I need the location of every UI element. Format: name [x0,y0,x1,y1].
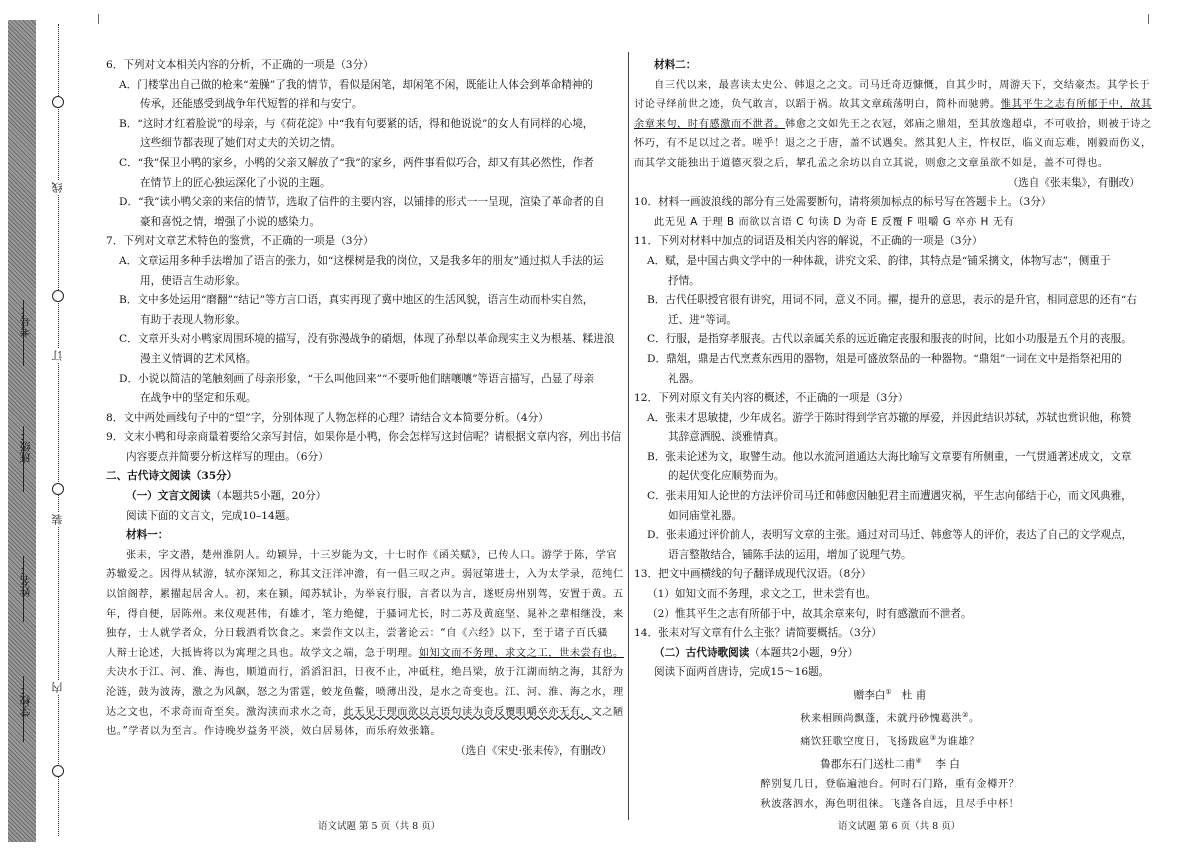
subsection-1-note: （本题共5小题，20分） [210,490,327,503]
margin-mark-zhuang: 装 [51,514,64,525]
classical-text-line: 年，得自便，居陈州。来仪观甚伟，有雄才，笔力绝健，于骚词尤长，时二苏及黄庭坚、晁补之辈相继没，来 [106,608,624,620]
question-7: 7．下列对文章艺术特色的鉴赏，不正确的一项是（3分） [106,235,374,248]
column-divider [628,52,629,820]
classical-text-line: 自三代以来，最喜读太史公、韩退之之文。司马迁奇迈慷慨，自其少时，周游天下，交结豪杰。其学长于 [654,79,1151,91]
page-footer-right: 语文试题 第 6 页（共 8 页） [838,821,961,832]
q7-option-c: C．文章开头对小鸭家周围环境的描写，没有弥漫战争的硝烟，体现了孙犁以革命现实主义为根基、糅进浪 [119,333,615,346]
q12-option-d: D．张耒通过评价前人，表明写文章的主张。通过对司马迁、韩愈等人的评价，表达了自己的文学观点， [647,529,1133,542]
q11-option-d-cont: 礼器。 [668,372,700,385]
question-9: 9．文末小鸭和母亲商量着要给父亲写封信，如果你是小鸭，你会怎样写这封信呢？请根据文章内容，列出书信 [106,431,622,444]
q12-option-d-cont: 语言整散结合，铺陈手法的运用，增加了说理气势。 [668,548,912,561]
wavy-underlined-passage: 此无见于理而欲以言语句读为奇反覆咀嚼卒亦无有， [343,706,592,718]
q6-option-b-cont: 这些细节都表现了她们对丈夫的关切之情。 [140,137,342,150]
margin-mark-ding: 订 [51,350,64,361]
q11-option-d: D．鼎俎，鼎是古代烹煮东西用的器物，俎是可盛放祭品的一种器物。“鼎俎”一词在文中是指祭祀用的 [647,352,1122,365]
question-12: 12．下列对原文有关内容的概述，不正确的一项是（3分） [634,392,909,405]
page-footer-left: 语文试题 第 5 页（共 8 页） [318,821,441,832]
q7-option-a: A．文章运用多种手法增加了语言的张力，如“这棵树是我的岗位，又是我多年的朋友”通过拟人手法的运 [119,254,604,267]
poem-2-line-1: 醉别复几日，登临遍池台。何时石门路，重有金樽开？ [760,779,1020,791]
q12-option-b: B．张耒论述为文，取譬生动。他以水流河道通达大海比喻写文章要有所侧重，一气贯通著述成文，文章 [647,450,1132,463]
subsection-2-note: （本题共2小题，9分） [749,646,859,659]
source-citation-1: （选自《宋史·张耒传》，有删改） [455,744,612,757]
poem-1-author: 杜 甫 [901,689,927,702]
footnote-mark: ② [962,711,969,720]
binding-hole-icon [52,290,64,302]
name-label: 姓名： [19,564,32,597]
q6-option-c: C．“我”保卫小鸭的家乡，小鸭的父亲又解放了“我”的家乡，两件事看似巧合，却又有其必然性，作者 [119,156,594,169]
question-11: 11．下列对材料中加点的词语及相关内容的解说，不正确的一项是（3分） [634,235,983,248]
binding-hole-icon [52,483,64,495]
q6-option-d: D．“我”读小鸭父亲的来信的情节，选取了信件的主要内容，以铺排的形式一一呈现，渲染了革命者的自 [119,196,605,209]
q7-option-a-cont: 用，使语言生动形象。 [140,274,246,287]
margin-mark-nei: 内 [51,682,64,693]
margin-mark-xian: 线 [51,182,64,193]
q13-part-2: （2）惟其平生之志有所郁于中，故其余章来句，时有感激而不泄者。 [647,607,972,620]
q6-option-c-cont: 在情节上的匠心独运深化了小说的主题。 [140,176,331,189]
classical-text-line: 沦涟，鼓为波涛，激之为风飙，怒之为雷霆，蛟龙鱼鳖，喷薄出没，是水之奇变也。江、河、淮、海之水，理 [106,687,624,698]
q6-option-d-cont: 豪和喜悦之情，增强了小说的感染力。 [140,215,321,228]
classical-text-line: 张耒，字文潜，楚州淮阴人。幼颖异，十三岁能为文，十七时作《函关赋》，已传人口。游学于陈，学官 [126,549,618,561]
subsection-1-label: （一）文言文阅读 [126,490,211,503]
question-13: 13．把文中画横线的句子翻译成现代汉语。（8分） [634,568,872,581]
q6-option-a-cont: 传承，还能感受到战争年代短暂的祥和与安宁。 [140,98,363,111]
q6-option-a: A．门楼掌出自己做的枪来“羞臊”了我的情节，看似是闲笔，却闲笔不闲，既能让人体会到革命精神的 [119,78,594,91]
classical-text-line: 独存，士人就学者众，分日载酒肴饮食之。来尝作文以主，尝著论云：“自《六经》以下，至于诸子百氏骚 [106,628,609,640]
question-6: 6．下列对文本相关内容的分析，不正确的一项是（3分） [106,59,374,71]
left-column [106,56,624,761]
question-14: 14．张耒对写文章有什么主张？请简要概括。（3分） [634,627,882,640]
classical-text-line: 韩愈之文如先王之衣冠，郊庙之鼎俎，至其放逸超卓，不可收拾，则被于诗之 [785,118,1152,130]
source-citation-2: （选自《张耒集》，有删改） [1007,176,1140,189]
q12-option-a: A．张耒才思敏捷，少年成名。游学于陈时得到学官苏辙的厚爱，并因此结识苏轼，苏轼也赏识他，称赞 [647,411,1132,424]
classical-text-line: 人辩士论述，大抵皆将以为寓理之具也。故学文之端，急于明理。 [106,647,419,659]
question-10: 10．材料一画波浪线的部分有三处需要断句，请将须加标点的标号写在答题卡上。（3分） [634,196,1052,209]
question-8: 8．文中两处画线句子中的“望”字，分别体现了人物怎样的心理？请结合文本简要分析。（4分） [106,411,549,424]
classical-text-line: 苏辙爱之。因得从轼游，轼亦深知之，称其文汪洋冲澹，有一倡三叹之声。弱冠第进士，入为太学录，范纯仁 [106,569,624,581]
q7-option-d: D．小说以简洁的笔触刻画了母亲形象，“干么叫他回来”“不要听他们瞎嚷嚷”等语言描写，凸显了母亲 [119,372,595,385]
q12-option-c: C．张耒用知人论世的方法评价司马迁和韩愈因触犯君主而遭遇灾祸，平生志向郁结于心，而文风典雅， [647,490,1132,503]
q11-option-a-cont: 抒情。 [668,274,700,287]
poem-2-title: 鲁郡东石门送杜二甫 [820,758,916,771]
poem-2-line-2: 秋波落泗水，海色明徂徕。飞蓬各自远，且尽手中杯！ [760,798,1020,810]
poem-1-line-2: 痛饮狂歌空度日，飞扬跋扈 [800,736,930,748]
q12-option-b-cont: 的起伏变化应顺势而为。 [668,470,785,483]
question-9-cont: 内容要点并简要分析这样写的理由。（6分） [126,450,329,463]
section-2-heading: 二、古代诗文阅读（35分） [106,470,238,483]
poem-1-line-1: 秋来相顾尚飘蓬，未就丹砂愧葛洪 [800,713,963,725]
underlined-sentence-2-cont: 余章来句，时有感激而不泄者。 [634,118,786,130]
underlined-sentence-1: 如知文而不务理，求文之工，世未尝有也。 [418,647,624,659]
material-2-label: 材料二： [654,59,697,71]
q11-option-b: B．古代任职授官很有讲究，用词不同，意义不同。擢，提升的意思，表示的是升官，相同意思的还有“右 [647,294,1137,307]
class-label: 班级： [19,430,32,463]
poem-2-author: 李 白 [935,758,960,771]
classical-text-line: 文之陋 [591,706,624,718]
q7-option-b: B．文中多处运用“磨翻”“结记”等方言口语，真实再现了冀中地区的生活风貌，语言生动而朴实自然， [119,294,594,307]
q12-option-c-cont: 如同庙堂礼器。 [668,509,743,522]
q11-option-c: C．行服，是指穿孝服丧。古代以亲属关系的远近确定丧服和服丧的时间，比如小功服是五个月的丧服。 [647,333,1132,346]
binding-hole-icon [52,96,64,108]
classical-text-line: 也。”学者以为至言。作诗晚岁益务平淡，效白居易体，而乐府效张籍。 [106,726,442,738]
q12-option-a-cont: 其辞意洒脱、淡雅情真。 [668,431,785,444]
classical-text-line: 以馆阁荐，累擢起居舍人。初，来在颍，闻苏轼讣，为举哀行服，言者以为言，遂贬房州别驾，安置于黄。五 [106,589,624,601]
right-column: 材料二： 自三代以来，最喜读太史公、韩退之之文。司马迁奇迈慷慨，自其少时，周游天下，交结豪杰。其学长于 讨论寻绎前世之迹，负气敢言，以蹈于祸。故其文章疏荡明白，简朴而驰骋。惟其平生之志有所郁于中，故其 余章来句，时有感激而不泄者。韩愈之文如先王之衣冠，郊庙之鼎俎，至其放逸超卓，不可收拾，则被于诗之 怀巧，有不足以过之者。嗟乎！退之之于唐，盖不试遇矣。然其犯人主，忤权臣，临义而忘难，刚毅而伤义， 而其学文能独出于道德灭裂之后，挈孔孟之余坊以自立其说，则愈之文章虽欲不如是，盖不可得也。 （选自《张耒集》，有删改） 10．材料一画波浪线的部分有三处需要断句，请将须加标点的标号写在答题卡上。（3分） 此无见 A 于理 B 而欲以言语 C 句读 D 为奇 E 反覆 F 咀嚼 G 卒亦 H 无有 11．下列对材料中加点的词语及相关内容的解说，不正确的一项是（3分） A．赋，是中国古典文学中的一种体裁，讲究文采、韵律，其特点是“铺采摛文，体物写志”，侧重于 抒情。 B．古代任职授官很有讲究，用词不同，意义不同。擢，提升的意思，表示的是升官，相同意思的还有“右 迁、进”等词。 C．行服，是指穿孝服丧。古代以亲属关系的远近确定丧服和服丧的时间，比如小功服是五个月的丧服。 D．鼎俎，鼎是古代烹煮东西用的器物，俎是可盛放祭品的一种器物。“鼎俎”一词在文中是指祭祀用的 礼器。 12．下列对原文有关内容的概述，不正确的一项是（3分） A．张耒才思敏捷，少年成名。游学于陈时得到学官苏辙的厚爱，并因此结识苏轼，苏轼也赏识他，称赞 其辞意洒脱、淡雅情真。 B．张耒论述为文，取譬生动。他以水流河道通达大海比喻写文章要有所侧重，一气贯通著述成文，文章 的起伏变化应顺势而为。 C．张耒用知人论世的方法评价司马迁和韩愈因触犯君主而遭遇灾祸，平生志向郁结于心，而文风典雅， 如同庙堂礼器。 D．张耒通过评价前人，表明写文章的主张。通过对司马迁、韩愈等人的评价，表达了自己的文学观点， 语言整散结合，铺陈手法的运用，增加了说理气势。 13．把文中画横线的句子翻译成现代汉语。（8分） （1）如知文而不务理，求文之工，世未尝有也。 （2）惟其平生之志有所郁于中，故其余章来句，时有感激而不泄者。 14．张耒对写文章有什么主张？请简要概括。（3分） （二）古代诗歌阅读（本题共2小题，9分） 阅读下面两首唐诗，完成15～16题。 赠李白① 杜 甫 秋来相顾尚飘蓬，未就丹砂愧葛洪②。 痛饮狂歌空度日，飞扬跋扈③为谁雄？ 鲁郡东石门送杜二甫④ 李 白 醉别复几日，登临遍池台。何时石门路，重有金樽开？ 秋波落泗水，海色明徂徕。飞蓬各自远，且尽手中杯！ [634,56,1146,814]
q11-option-a: A．赋，是中国古典文学中的一种体裁，讲究文采、韵律，其特点是“铺采摛文，体物写志”，侧重于 [647,254,1111,267]
q10-sentence: 此无见 A 于理 B 而欲以言语 C 句读 D 为奇 E 反覆 F 咀嚼 G 卒亦 H 无有 [654,216,1015,228]
crop-mark [98,14,109,24]
dotted-cut-line [58,24,59,836]
q13-part-1: （1）如知文而不务理，求文之工，世未尝有也。 [647,588,877,601]
classical-text-line: 夫决水于江、河、淮、海也，顺道而行，滔滔汩汩，日夜不止，冲砥柱，绝吕梁，放于江湖而纳之海，其舒为 [106,667,624,679]
classical-text-line: 而其学文能独出于道德灭裂之后，挈孔孟之余坊以自立其说，则愈之文章虽欲不如是，盖不可得也。 [634,157,1109,169]
poem-1-title: 赠李白 [853,689,886,702]
material-1-label: 材料一： [126,529,169,542]
q7-option-b-cont: 有助于表现人物形象。 [140,313,246,326]
footnote-mark: ① [885,688,892,696]
classical-text-line: 怀巧，有不足以过之者。嗟乎！退之之于唐，盖不试遇矣。然其犯人主，忤权臣，临义而忘难，刚毅而伤义， [634,138,1152,150]
poetry-instruction: 阅读下面两首唐诗，完成15～16题。 [654,666,830,679]
poem-1-line-2-end: 为谁雄？ [936,736,980,748]
crop-mark [1138,14,1149,24]
classical-text-line: 讨论寻绎前世之迹，负气敢言，以蹈于祸。故其文章疏荡明白，简朴而驰骋。 [634,99,1001,111]
subsection-2-label: （二）古代诗歌阅读 [654,646,750,659]
school-label: 学校： [19,684,32,717]
binding-hole-icon [52,765,64,777]
underlined-sentence-2: 惟其平生之志有所郁于中，故其 [1000,99,1152,111]
student-id-label: 考号： [19,304,32,337]
q7-option-c-cont: 漫主义情调的艺术风格。 [140,352,257,365]
footnote-mark: ④ [915,757,922,766]
reading-instruction: 阅读下面的文言文，完成10–14题。 [126,509,296,522]
q6-option-b: B．“这时才红着脸说”的母亲，与《荷花淀》中“我有句要紧的话，得和他说说”的女人有同样的心境， [119,117,594,130]
footnote-mark: ③ [929,734,937,743]
q11-option-b-cont: 迁、进”等词。 [668,313,737,326]
classical-text-line: 达之文也，不求奇而奇至矣。激沟渎而求水之奇， [106,706,344,718]
q7-option-d-cont: 在战争中的坚定和乐观。 [140,392,257,405]
